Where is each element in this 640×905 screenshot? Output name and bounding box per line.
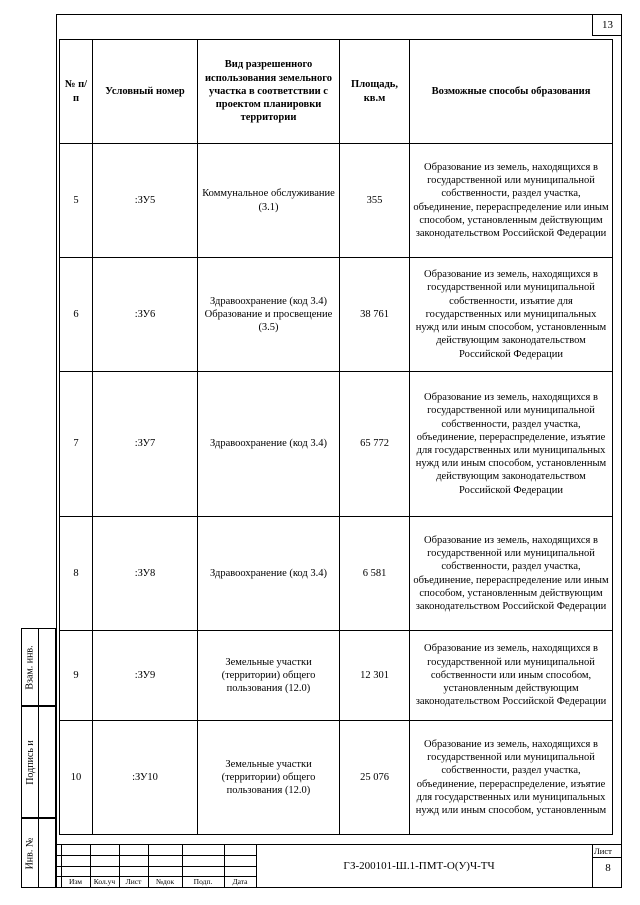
page-number-top: 13 xyxy=(592,14,622,36)
side-label-podpis: Подпись и xyxy=(24,739,36,785)
document-code: ГЗ-200101-Ш.1-ПМТ-О(У)Ч-ТЧ xyxy=(343,860,495,872)
cell-formation-method: Образование из земель, находящихся в государственной или муниципальной собственности, раздел участка, объединение, перераспределение, изъятие для государственных или муниципальных нужд или иным способом, установленным действующим законодательством Российской Федерации xyxy=(410,372,613,517)
cell-formation-method: Образование из земель, находящихся в государственной или муниципальной собственности, раздел участка, объединение, перераспределение, изъятие для государственных или муниципальных нужд или иным способом, установленным xyxy=(410,721,613,835)
cell-formation-method: Образование из земель, находящихся в государственной или муниципальной собственности, раздел участка, объединение, перераспределение или иным способом, установленным действующим законодательством Российской Федерации xyxy=(410,144,613,258)
cell-formation-method: Образование из земель, находящихся в государственной или муниципальной собственности, раздел участка, объединение, перераспределение или иным способом, установленным действующим законодательством Российской Федерации xyxy=(410,517,613,631)
cell-number: 5 xyxy=(60,144,93,258)
cell-number: 6 xyxy=(60,258,93,372)
header-conditional-id: Условный номер xyxy=(93,40,198,144)
cell-number: 7 xyxy=(60,372,93,517)
cell-area: 12 301 xyxy=(340,631,410,721)
side-label-inv: Инв. № xyxy=(24,837,36,869)
caption-ndok: №док xyxy=(155,877,175,886)
cell-conditional-id: :ЗУ10 xyxy=(93,721,198,835)
side-stamp-podpis xyxy=(21,706,56,818)
header-number: № п/п xyxy=(60,40,93,144)
caption-kol-uch: Кол.уч xyxy=(93,877,116,886)
cell-conditional-id: :ЗУ7 xyxy=(93,372,198,517)
cell-area: 65 772 xyxy=(340,372,410,517)
cell-permitted-use: Здравоохранение (код 3.4) Образование и просвещение (3.5) xyxy=(198,258,340,372)
side-label-vzam: Взам. инв. xyxy=(24,644,36,690)
cell-permitted-use: Здравоохранение (код 3.4) xyxy=(198,517,340,631)
table-row xyxy=(60,144,613,258)
table-row xyxy=(60,258,613,372)
table-row xyxy=(60,631,613,721)
title-block xyxy=(56,844,622,888)
table-row xyxy=(60,517,613,631)
caption-izm: Изм xyxy=(68,877,83,886)
side-stamp-vzam xyxy=(21,628,56,706)
header-permitted-use: Вид разрешенного использования земельного участка в соответствии с проектом планировки территории xyxy=(198,40,340,144)
cell-area: 6 581 xyxy=(340,517,410,631)
cell-number: 9 xyxy=(60,631,93,721)
side-stamp-inv xyxy=(21,818,56,888)
table-header-row xyxy=(60,40,613,144)
land-plots-table xyxy=(59,39,613,835)
cell-permitted-use: Земельные участки (территории) общего пользования (12.0) xyxy=(198,631,340,721)
header-formation-methods: Возможные способы образования xyxy=(410,40,613,144)
cell-conditional-id: :ЗУ9 xyxy=(93,631,198,721)
caption-podp: Подп. xyxy=(193,877,213,886)
caption-list: Лист xyxy=(125,877,142,886)
cell-permitted-use: Земельные участки (территории) общего пользования (12.0) xyxy=(198,721,340,835)
table-row xyxy=(60,721,613,835)
cell-formation-method: Образование из земель, находящихся в государственной или муниципальной собственности, изъятие для государственных или муниципальных нужд или иным способом, установленным действующим законодательством Российской Федерации xyxy=(410,258,613,372)
caption-data: Дата xyxy=(232,877,248,886)
header-area: Площадь, кв.м xyxy=(340,40,410,144)
sheet-label: Лист xyxy=(594,846,612,856)
table-row xyxy=(60,372,613,517)
cell-area: 25 076 xyxy=(340,721,410,835)
cell-permitted-use: Здравоохранение (код 3.4) xyxy=(198,372,340,517)
sheet-number: 8 xyxy=(605,862,611,874)
cell-formation-method: Образование из земель, находящихся в государственной или муниципальной собственности или иным способом, установленным действующим законодательством Российской Федерации xyxy=(410,631,613,721)
cell-number: 10 xyxy=(60,721,93,835)
cell-conditional-id: :ЗУ6 xyxy=(93,258,198,372)
cell-permitted-use: Коммунальное обслуживание (3.1) xyxy=(198,144,340,258)
cell-area: 355 xyxy=(340,144,410,258)
cell-area: 38 761 xyxy=(340,258,410,372)
cell-conditional-id: :ЗУ8 xyxy=(93,517,198,631)
cell-conditional-id: :ЗУ5 xyxy=(93,144,198,258)
cell-number: 8 xyxy=(60,517,93,631)
